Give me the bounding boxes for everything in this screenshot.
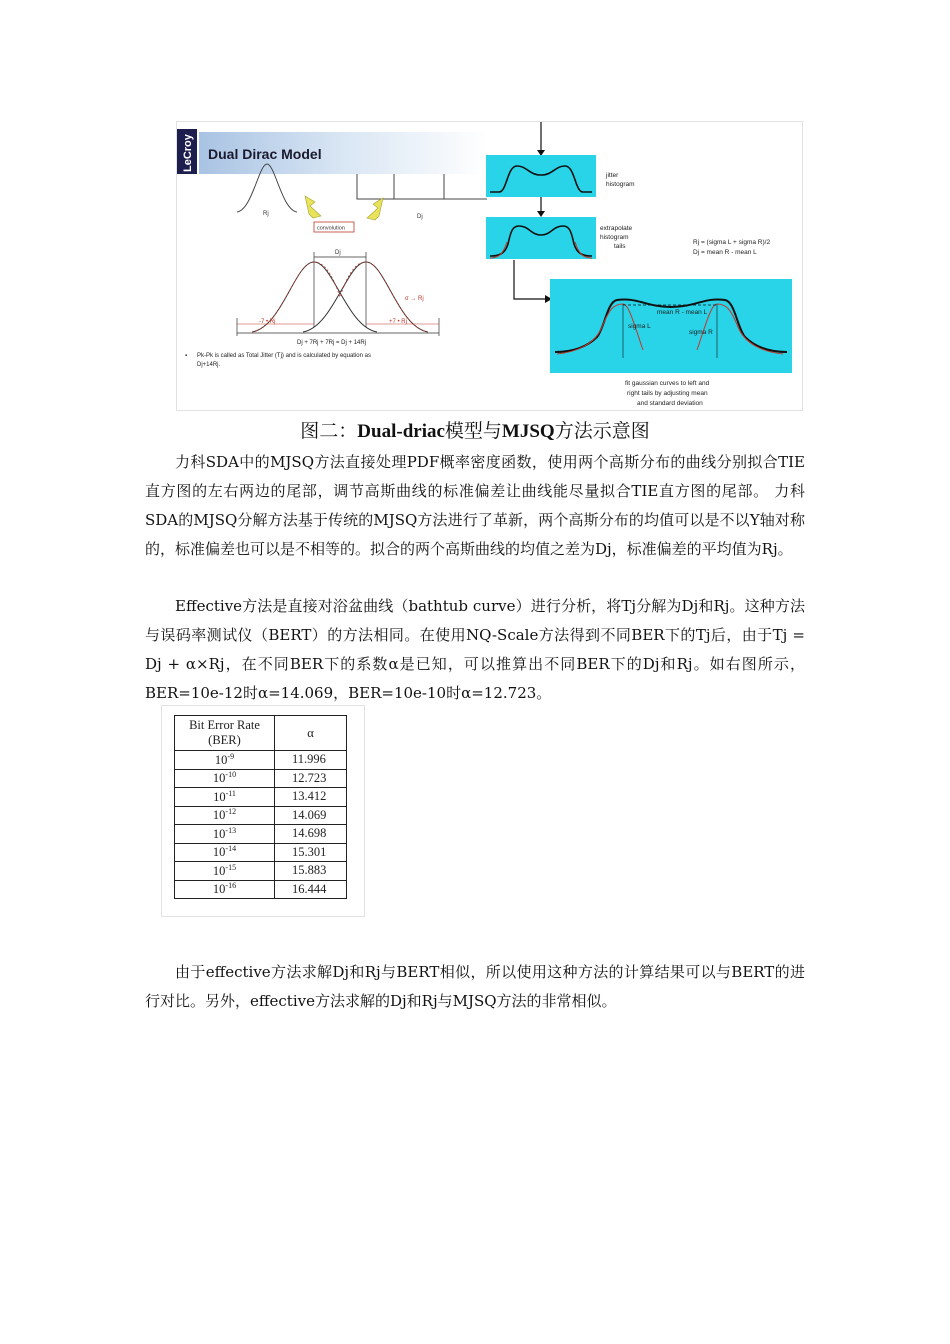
paragraph-comparison-text: 由于effective方法求解Dj和Rj与BERT相似，所以使用这种方法的计算结果可以与BERT的进行对比。另外，effective方法求解的Dj和Rj与MJSQ方法的非常相似。 xyxy=(145,963,805,1010)
ber-header-line-1: Bit Error Rate xyxy=(189,718,260,732)
rj-label: Rj xyxy=(263,211,269,217)
alpha-cell: 14.698 xyxy=(275,825,347,844)
bullet-line-1: Pk-Pk is called as Total Jitter (Tj) and is calculated by equation as xyxy=(197,353,371,359)
ber-base: 10 xyxy=(212,808,226,823)
ber-exponent: -14 xyxy=(225,844,237,854)
paragraph-mjsq-text: 力科SDA中的MJSQ方法直接处理PDF概率密度函数，使用两个高斯分布的曲线分别拟合TIE直方图的左右两边的尾部，调节高斯曲线的标准偏差让曲线能尽量拟合TIE直方图的尾部。 力科SDA的MJSQ分解方法基于传统的MJSQ方法进行了革新，两个高斯分布的均值可以是不以Y轴对称的，标准偏差也可以是不相等的。拟合的两个高斯曲线的均值之差为Dj，标准偏差的平均值为Rj。 xyxy=(145,453,805,558)
lecroy-logo-text: LeCroy xyxy=(182,134,194,172)
bottom-arrow-line xyxy=(514,260,547,299)
right-yellow-arrow xyxy=(367,198,383,220)
gaussian-fit-box xyxy=(550,279,792,373)
table-row xyxy=(175,843,347,862)
alpha-cell: 12.723 xyxy=(275,769,347,788)
ber-base: 10 xyxy=(212,863,226,878)
alpha-cell: 13.412 xyxy=(275,788,347,807)
ber-base: 10 xyxy=(212,771,226,786)
table-row xyxy=(175,751,347,770)
ber-column-header xyxy=(175,716,275,751)
sigma-left-label: sigma L xyxy=(628,323,651,330)
alpha-cell: 11.996 xyxy=(275,751,347,770)
dual-dirac-equation: Dj + 7Rj + 7Rj = Dj + 14Rj xyxy=(297,340,367,346)
jitter-histogram-label-1: jitter xyxy=(606,172,619,179)
ber-exponent: -11 xyxy=(225,788,236,798)
ber-exponent: -10 xyxy=(225,770,237,780)
table-header-row xyxy=(175,716,347,751)
ber-base: 10 xyxy=(212,826,226,841)
sigma-rj-label: σ → Rj xyxy=(405,296,424,302)
sigma-right-label: sigma R xyxy=(689,329,713,336)
ber-cell xyxy=(175,769,275,788)
table-row xyxy=(175,825,347,844)
ber-cell xyxy=(175,751,275,770)
ber-exponent: -12 xyxy=(225,807,237,817)
dual-dirac-figure xyxy=(176,121,803,411)
paragraph-effective xyxy=(145,592,805,708)
ber-table-body xyxy=(175,751,347,899)
alpha-column-header: α xyxy=(275,716,347,751)
formula-dj: Dj = mean R - mean L xyxy=(693,249,757,256)
ber-cell xyxy=(175,880,275,899)
dj-box-line xyxy=(357,174,487,199)
alpha-cell: 15.301 xyxy=(275,843,347,862)
dj-label: Dj xyxy=(417,214,423,220)
alpha-cell: 15.883 xyxy=(275,862,347,881)
mean-label: mean R - mean L xyxy=(657,309,708,316)
ber-cell xyxy=(175,788,275,807)
ber-cell xyxy=(175,825,275,844)
fit-label-2: right tails by adjusting mean xyxy=(627,390,708,397)
extrapolate-label-2: histogram xyxy=(600,234,629,241)
ber-alpha-table xyxy=(174,715,347,899)
ber-base: 10 xyxy=(214,752,228,767)
figure-caption xyxy=(0,416,950,443)
ber-exponent: -16 xyxy=(225,881,237,891)
paragraph-effective-text: Effective方法是直接对浴盆曲线（bathtub curve）进行分析，将Tj分解为Dj和Rj。这种方法与误码率测试仪（BERT）的方法相同。在使用NQ-Scale方法得到不同BER下的Tj后，由于Tj = Dj + α×Rj，在不同BER下的系数α是已知，可以推算出不同BER下的Dj和Rj。如右图所示，BER=10e-12时α=14.069，BER=10e-10时α=12.723。 xyxy=(145,597,805,702)
fit-label-3: and standard deviation xyxy=(637,400,703,407)
left-yellow-arrow xyxy=(305,196,321,218)
convolution-label: convolution xyxy=(317,225,345,232)
ber-base: 10 xyxy=(212,882,226,897)
bullet-dot: ▪ xyxy=(185,353,188,359)
caption-model-name: Dual-driac xyxy=(357,421,445,442)
caption-middle: 模型与 xyxy=(444,420,502,442)
paragraph-comparison xyxy=(145,958,805,1016)
dual-dirac-model-panel xyxy=(177,129,487,368)
mid-arrow-head xyxy=(537,211,545,217)
paragraph-mjsq xyxy=(145,448,805,564)
ber-base: 10 xyxy=(213,789,226,804)
right-tail-label: +7 • Rj xyxy=(389,319,407,325)
dj-dimension-label: Dj xyxy=(335,250,341,256)
ber-table-figure xyxy=(161,705,365,917)
extrapolate-label-3: tails xyxy=(614,243,626,250)
ber-cell xyxy=(175,862,275,881)
caption-end: 方法示意图 xyxy=(554,420,650,442)
alpha-cell: 14.069 xyxy=(275,806,347,825)
bullet-line-2: Dj+14Rj. xyxy=(197,362,221,368)
caption-method-name: MJSQ xyxy=(501,421,555,442)
ber-cell xyxy=(175,843,275,862)
alpha-cell: 16.444 xyxy=(275,880,347,899)
table-row xyxy=(175,862,347,881)
ber-exponent: -15 xyxy=(225,862,237,872)
caption-prefix: 图二： xyxy=(300,420,358,442)
extrapolate-label-1: extrapolate xyxy=(600,225,633,232)
ber-exponent: -13 xyxy=(225,825,237,835)
table-row xyxy=(175,769,347,788)
table-row xyxy=(175,880,347,899)
ber-base: 10 xyxy=(212,845,226,860)
formula-rj: Rj = (sigma L + sigma R)/2 xyxy=(693,239,771,246)
model-title: Dual Dirac Model xyxy=(208,146,322,162)
ber-header-line-2: (BER) xyxy=(208,733,241,747)
table-row xyxy=(175,806,347,825)
ber-cell xyxy=(175,806,275,825)
jitter-histogram-label-2: histogram xyxy=(606,181,635,188)
table-row xyxy=(175,788,347,807)
ber-exponent: -9 xyxy=(227,751,235,761)
mjsq-flow-panel xyxy=(486,122,792,407)
fit-label-1: fit gaussian curves to left and xyxy=(625,380,710,387)
left-tail-label: -7 • Rj xyxy=(259,319,276,325)
